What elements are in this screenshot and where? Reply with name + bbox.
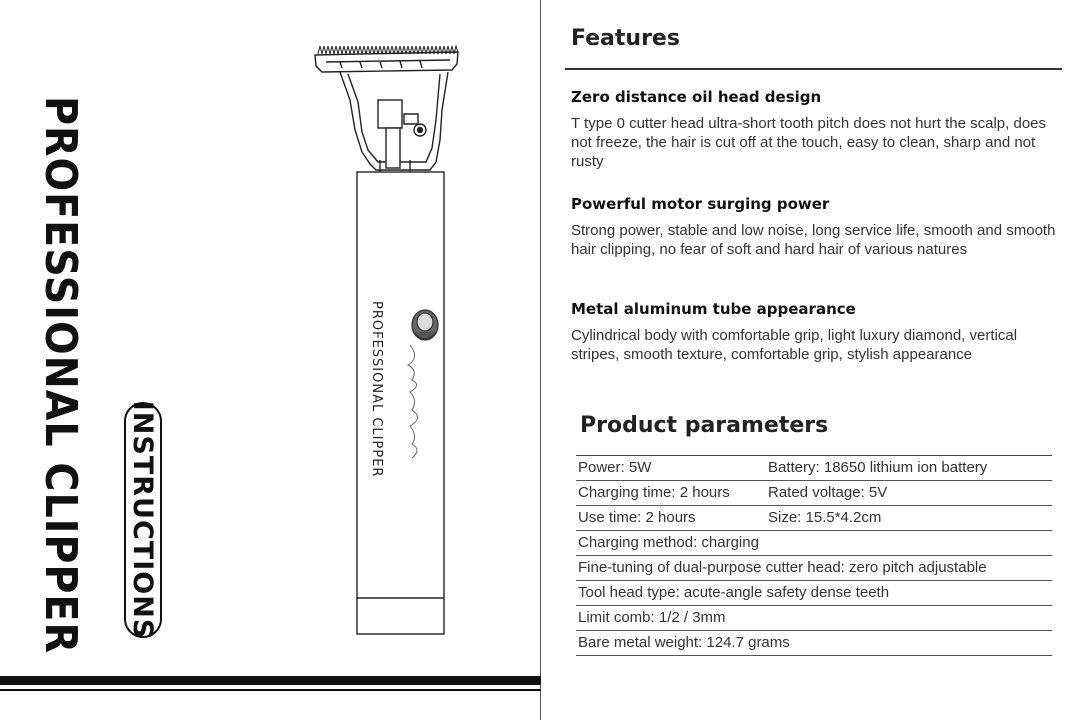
param-label: Tool head type: acute-angle safety dense teeth: [578, 584, 890, 601]
clipper-head-icon: [340, 72, 448, 172]
param-row: [576, 506, 1052, 531]
param-label: Battery: 18650 lithium ion battery: [768, 459, 988, 476]
param-label: Size: 15.5*4.2cm: [768, 509, 882, 526]
param-row: [576, 631, 1052, 656]
param-label: Power: 5W: [578, 459, 652, 476]
param-row: [576, 556, 1052, 581]
parameters-heading: Product parameters: [580, 413, 829, 438]
feature-2-text: Strong power, stable and low noise, long service life, smooth and smooth hair clipping, no fear of soft and hard hair of various natures: [571, 222, 1056, 258]
param-label: Fine-tuning of dual-purpose cutter head: zero pitch adjustable: [578, 559, 987, 576]
instructions-badge: INSTRUCTIONS: [124, 402, 162, 638]
param-row: [576, 531, 1052, 556]
feature-1-title: Zero distance oil head design: [571, 88, 822, 106]
feature-3-title: Metal aluminum tube appearance: [571, 300, 856, 318]
features-heading: Features: [571, 26, 680, 51]
row-divider: [576, 655, 1052, 656]
cover-title: PROFESSIONAL CLIPPER: [35, 96, 86, 654]
feature-1-text: T type 0 cutter head ultra-short tooth pitch does not hurt the scalp, does not freeze, the hair is cut off at the touch, easy to clean, sharp and not rusty: [571, 115, 1047, 170]
bottom-bar-thin: [0, 689, 541, 691]
param-row: [576, 481, 1052, 506]
clipper-handle-label: PROFESSIONAL CLIPPER: [369, 301, 384, 478]
param-row: [576, 456, 1052, 481]
param-label: Charging time: 2 hours: [578, 484, 730, 501]
param-label: Charging method: charging: [578, 534, 759, 551]
param-label: Bare metal weight: 124.7 grams: [578, 634, 790, 651]
page-divider: [540, 0, 541, 720]
bottom-bar-thick: [0, 676, 541, 685]
feature-3-text: Cylindrical body with comfortable grip, light luxury diamond, vertical stripes, smooth texture, comfortable grip, stylish appearance: [571, 327, 1018, 363]
param-row: [576, 606, 1052, 631]
features-rule: [565, 68, 1062, 70]
param-label: Use time: 2 hours: [578, 509, 696, 526]
barber-logo-icon: [412, 310, 438, 340]
param-label: Rated voltage: 5V: [768, 484, 888, 501]
param-label: Limit comb: 1/2 / 3mm: [578, 609, 726, 626]
blade-icon: [315, 46, 458, 72]
param-row: [576, 581, 1052, 606]
feature-2-title: Powerful motor surging power: [571, 195, 830, 213]
